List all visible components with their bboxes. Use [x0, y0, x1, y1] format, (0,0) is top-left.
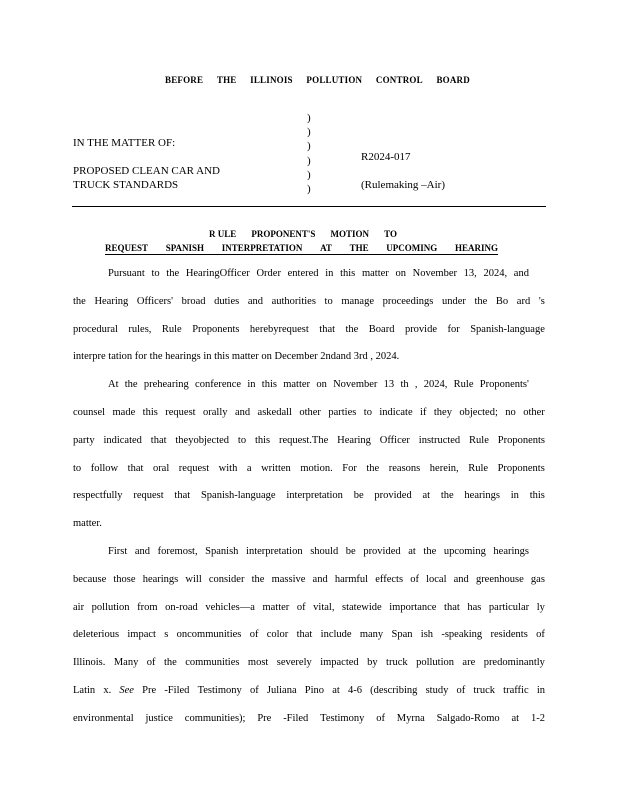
body-word: local: [426, 574, 447, 585]
body-word: and: [312, 574, 328, 585]
body-line: [73, 656, 545, 669]
body-word: harmful: [334, 574, 369, 585]
body-line: [73, 573, 545, 586]
caption-paren: ): [307, 112, 311, 124]
body-word: the: [124, 379, 138, 390]
body-word: be: [345, 546, 356, 557]
body-line: matter.: [73, 518, 102, 529]
body-word: hearings: [493, 546, 529, 557]
body-word: rules,: [128, 324, 152, 335]
body-word: ish: [420, 629, 434, 640]
body-word: in: [510, 490, 519, 501]
body-word: interpretation: [286, 490, 343, 501]
body-word: Pursuant: [108, 268, 145, 279]
body-word: Officers': [136, 296, 173, 307]
caption-paren: ): [307, 140, 311, 153]
body-word: herein,: [429, 463, 459, 474]
body-word: consider: [208, 574, 245, 585]
body-word: Board: [368, 324, 395, 335]
body-word: of: [456, 685, 466, 696]
body-word: 2024,: [483, 268, 508, 279]
body-word: severely: [276, 657, 312, 668]
body-word: in: [247, 379, 256, 390]
body-word: communities);: [184, 713, 246, 724]
body-word: Pre: [257, 713, 272, 724]
caption-divider: [72, 206, 546, 207]
body-word: and: [453, 574, 469, 585]
motion-title-word: REQUEST: [105, 243, 149, 253]
body-word: Proponents: [497, 435, 545, 446]
body-word: study: [425, 685, 449, 696]
motion-title-word: HEARING: [454, 243, 498, 253]
body-line: [73, 434, 545, 447]
body-word: vital,: [313, 602, 335, 613]
body-word: herebyrequest: [249, 324, 309, 335]
body-word: massive: [271, 574, 306, 585]
body-word: statewide: [342, 602, 382, 613]
body-word: matter: [262, 602, 290, 613]
body-word: of: [249, 685, 259, 696]
body-word: First: [108, 546, 128, 557]
body-word: be: [353, 490, 364, 501]
body-word: indicated: [103, 435, 142, 446]
body-word: request.The: [278, 435, 329, 446]
body-word: interpretation: [246, 546, 303, 557]
body-word: Pino: [304, 685, 325, 696]
body-word: with: [218, 463, 238, 474]
body-word: x.: [103, 685, 112, 696]
body-word: this: [529, 490, 545, 501]
body-word: this: [340, 268, 356, 279]
body-word: hearings: [464, 490, 500, 501]
body-word: ,: [414, 379, 418, 390]
body-word: by: [367, 657, 378, 668]
body-line: interpre tation for the hearings in this matter on December 2ndand 3rd , 2024.: [73, 351, 400, 362]
body-word: at: [511, 713, 520, 724]
body-word: procedural: [73, 324, 118, 335]
body-word: Rule: [469, 435, 489, 446]
body-word: of: [376, 713, 385, 724]
body-word: Spanish: [205, 546, 239, 557]
body-word: truck: [386, 657, 408, 668]
body-word: Rule: [468, 463, 489, 474]
body-word: that: [174, 490, 191, 501]
body-word: request: [133, 490, 164, 501]
body-word: objected;: [459, 407, 498, 418]
body-word: manage: [341, 296, 374, 307]
motion-title-word: AT: [320, 243, 332, 253]
body-word: Salgado-Romo: [436, 713, 500, 724]
body-word: the: [163, 657, 177, 668]
caption-paren: ): [307, 154, 311, 167]
body-word: air: [73, 602, 85, 613]
body-word: Spanish-language: [470, 324, 545, 335]
body-word: this: [254, 435, 271, 446]
body-word: the: [440, 490, 454, 501]
body-word: impacted: [320, 657, 359, 668]
body-word: provided: [363, 546, 401, 557]
body-word: that: [296, 629, 313, 640]
body-word: the: [423, 546, 437, 557]
body-word: parties: [328, 407, 357, 418]
body-word: party: [73, 435, 95, 446]
body-word: November: [412, 268, 457, 279]
body-word: the: [474, 296, 488, 307]
docket-number: R2024-017: [361, 151, 411, 163]
motion-title-word: INTERPRETATION: [221, 243, 303, 253]
body-word: of: [536, 629, 545, 640]
body-word: because: [73, 574, 107, 585]
body-word: motion.: [300, 463, 333, 474]
body-line: [108, 545, 529, 558]
body-word: importance: [389, 602, 437, 613]
motion-title-line1: [209, 229, 397, 239]
body-word: and: [134, 546, 151, 557]
body-line: [73, 628, 545, 641]
body-word: of: [146, 657, 156, 668]
body-word: of: [249, 629, 259, 640]
body-word: to: [151, 268, 160, 279]
body-word: will: [185, 574, 202, 585]
body-word: pollution: [416, 657, 454, 668]
body-word: communities: [185, 657, 240, 668]
body-word: on: [316, 379, 327, 390]
body-word: a: [246, 463, 252, 474]
body-word: residents: [490, 629, 528, 640]
body-word: Proponents: [497, 463, 545, 474]
body-word: Myrna: [396, 713, 425, 724]
body-word: For: [342, 463, 357, 474]
body-line: [73, 684, 545, 697]
body-word: Many: [113, 657, 139, 668]
heading-word: POLLUTION: [306, 75, 363, 85]
body-word: -Filed: [283, 713, 309, 724]
board-heading: [165, 75, 470, 85]
body-word: Latin: [73, 685, 96, 696]
motion-title-word: R ULE: [209, 229, 237, 239]
body-word: broad: [181, 296, 206, 307]
body-word: Testimony: [197, 685, 242, 696]
body-word: greenhouse: [475, 574, 524, 585]
body-word: at: [408, 546, 416, 557]
body-word: respectfully: [73, 490, 123, 501]
body-word: written: [261, 463, 291, 474]
body-line: [73, 406, 545, 419]
body-word: Spanish-language: [200, 490, 276, 501]
body-word: hearings: [142, 574, 179, 585]
caption-paren: ): [307, 182, 311, 195]
body-word: that: [150, 435, 167, 446]
body-word: they: [433, 407, 452, 418]
body-word: 1-2: [530, 713, 545, 724]
caption-proposed-line2: TRUCK STANDARDS: [73, 179, 179, 191]
motion-title-word: THE: [349, 243, 369, 253]
body-word: that: [319, 324, 336, 335]
body-word: to: [363, 407, 372, 418]
body-word: ard: [516, 296, 531, 307]
body-word: this: [142, 407, 158, 418]
body-word: 13: [383, 379, 395, 390]
body-word: 2024,: [423, 379, 448, 390]
body-word: on: [395, 268, 406, 279]
body-word: include: [320, 629, 352, 640]
body-word: provide: [404, 324, 438, 335]
body-line: [73, 712, 545, 725]
body-word: Span: [391, 629, 413, 640]
body-word: Hearing: [337, 435, 371, 446]
body-word: predominantly: [483, 657, 545, 668]
body-word: authorities: [271, 296, 316, 307]
body-word: are: [462, 657, 476, 668]
body-word: instructed: [418, 435, 461, 446]
body-word: to: [324, 296, 333, 307]
body-word: on-road: [165, 602, 198, 613]
body-word: duties: [214, 296, 240, 307]
body-word: November: [333, 379, 378, 390]
body-word: (describing: [370, 685, 418, 696]
body-word: that: [127, 463, 144, 474]
body-word: no: [505, 407, 516, 418]
body-word: if: [420, 407, 427, 418]
body-word: s: [164, 629, 169, 640]
heading-word: THE: [216, 75, 237, 85]
body-word: Proponents': [479, 379, 529, 390]
body-word: of: [410, 574, 419, 585]
body-word: request: [165, 407, 196, 418]
body-word: HearingOfficer: [185, 268, 250, 279]
body-word: the: [366, 463, 380, 474]
body-word: provided: [374, 490, 412, 501]
body-line: [108, 378, 529, 391]
heading-word: ILLINOIS: [250, 75, 293, 85]
body-word: Testimony: [320, 713, 365, 724]
body-word: oncommunities: [176, 629, 242, 640]
body-word: entered: [287, 268, 319, 279]
body-word: counsel: [73, 407, 106, 418]
body-word: 4-6: [347, 685, 362, 696]
body-word: and: [513, 268, 529, 279]
body-word: Juliana: [266, 685, 297, 696]
body-word: particular: [488, 602, 530, 613]
heading-word: BOARD: [436, 75, 470, 85]
body-word: of: [296, 602, 306, 613]
body-word: reasons: [388, 463, 421, 474]
caption-parentheses: [307, 111, 311, 196]
motion-title-word: TO: [384, 229, 397, 239]
body-word: most: [247, 657, 269, 668]
body-word: Order: [256, 268, 281, 279]
body-line: [73, 462, 545, 475]
body-word: other: [299, 407, 321, 418]
body-word: the: [251, 574, 265, 585]
caption-paren: ): [307, 126, 311, 139]
body-word: at: [332, 685, 340, 696]
body-word: truck: [473, 685, 495, 696]
body-word: Officer: [379, 435, 410, 446]
body-word: the: [166, 268, 180, 279]
body-word: this: [261, 379, 277, 390]
motion-title-line2: [105, 243, 498, 255]
caption-matter: IN THE MATTER OF:: [73, 137, 176, 149]
body-word: has: [467, 602, 482, 613]
heading-word: CONTROL: [375, 75, 423, 85]
body-word: theyobjected: [175, 435, 230, 446]
body-word: indicate: [379, 407, 413, 418]
rulemaking-type: (Rulemaking –Air): [361, 179, 446, 191]
body-word: See: [119, 685, 134, 696]
body-word: Pre: [142, 685, 157, 696]
body-word: matter: [361, 268, 389, 279]
body-word: color: [266, 629, 289, 640]
body-word: the: [345, 324, 359, 335]
body-word: ly: [536, 602, 545, 613]
body-word: other: [523, 407, 545, 418]
body-word: in: [536, 685, 545, 696]
body-word: conference: [195, 379, 242, 390]
body-word: in: [325, 268, 334, 279]
body-line: [108, 267, 529, 280]
body-word: gas: [530, 574, 545, 585]
body-word: th: [400, 379, 409, 390]
body-word: that: [444, 602, 460, 613]
body-word: vehicles—a: [205, 602, 255, 613]
body-line: [73, 323, 545, 336]
body-word: and: [234, 407, 251, 418]
body-word: upcoming: [443, 546, 486, 557]
body-line: [73, 601, 545, 614]
body-word: follow: [90, 463, 119, 474]
body-word: proceedings: [382, 296, 434, 307]
body-word: prehearing: [143, 379, 189, 390]
body-word: request: [178, 463, 210, 474]
body-word: at: [422, 490, 431, 501]
body-word: environmental: [73, 713, 134, 724]
body-word: orally: [203, 407, 228, 418]
body-word: -Filed: [164, 685, 190, 696]
motion-title-word: PROPONENT'S: [251, 229, 316, 239]
body-word: At: [108, 379, 119, 390]
body-word: -speaking: [441, 629, 483, 640]
body-word: should: [310, 546, 339, 557]
body-word: for: [447, 324, 460, 335]
body-line: [73, 295, 545, 308]
caption-paren: ): [307, 168, 311, 181]
body-word: Illinois.: [73, 657, 106, 668]
body-word: impact: [127, 629, 156, 640]
motion-title-word: MOTION: [330, 229, 370, 239]
body-word: to: [237, 435, 247, 446]
body-word: matter: [283, 379, 311, 390]
body-word: Proponents: [192, 324, 240, 335]
body-word: made: [112, 407, 136, 418]
body-word: 13,: [463, 268, 477, 279]
body-word: Bo: [495, 296, 509, 307]
caption-proposed-line1: PROPOSED CLEAN CAR AND: [73, 165, 220, 177]
body-word: those: [113, 574, 136, 585]
body-word: Rule: [161, 324, 182, 335]
body-word: from: [137, 602, 158, 613]
body-word: to: [73, 463, 82, 474]
body-word: pollution: [91, 602, 130, 613]
body-word: Rule: [453, 379, 474, 390]
motion-title-word: UPCOMING: [386, 243, 438, 253]
body-word: 's: [538, 296, 545, 307]
body-word: askedall: [257, 407, 292, 418]
body-word: justice: [145, 713, 173, 724]
heading-word: BEFORE: [165, 75, 204, 85]
body-word: Hearing: [94, 296, 129, 307]
body-word: traffic: [503, 685, 529, 696]
body-word: the: [73, 296, 86, 307]
body-word: many: [359, 629, 384, 640]
body-word: and: [247, 296, 263, 307]
body-word: deleterious: [73, 629, 120, 640]
body-word: effects: [375, 574, 404, 585]
motion-title-word: SPANISH: [165, 243, 205, 253]
body-line: [73, 489, 545, 502]
body-word: foremost,: [157, 546, 198, 557]
body-word: oral: [152, 463, 170, 474]
body-word: under: [441, 296, 466, 307]
